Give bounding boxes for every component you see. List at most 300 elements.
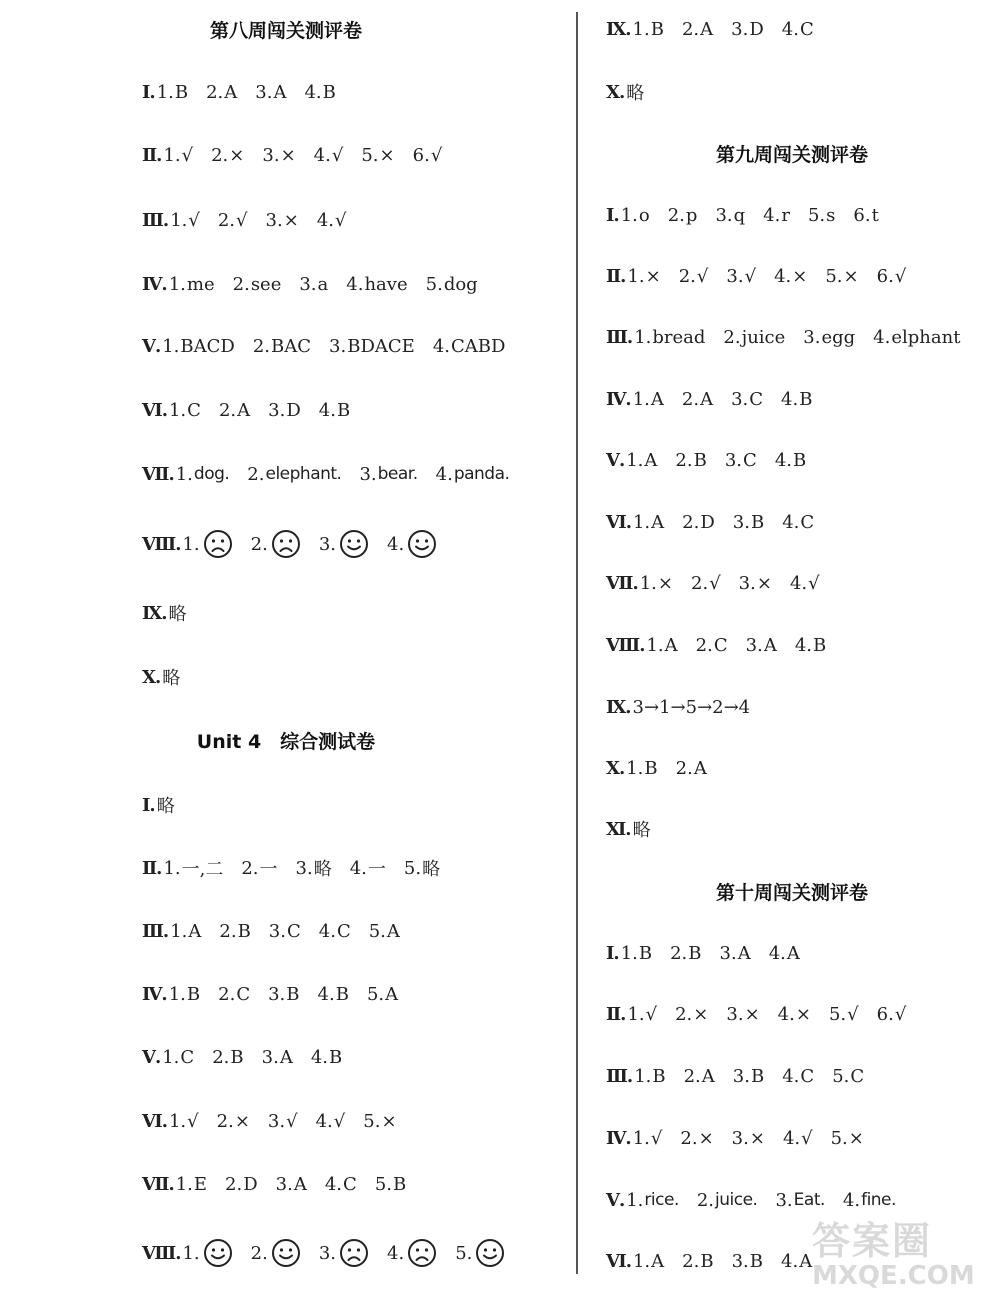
answer-item: [726, 266, 756, 287]
item-number: 4.: [774, 265, 792, 287]
item-answer: C: [187, 399, 201, 421]
item-number: 1.: [175, 463, 193, 485]
item-answer: B: [237, 920, 251, 942]
item-number: 4.: [873, 326, 891, 348]
answer-item: [359, 464, 417, 485]
item-answer: B: [799, 388, 813, 410]
answer-item: [311, 1047, 342, 1068]
item-number: 2.: [723, 326, 741, 348]
item-answer: elphant: [891, 326, 961, 348]
item-answer: juice.: [715, 1190, 758, 1210]
item-answer: √: [696, 265, 709, 287]
item-answer: B: [186, 983, 201, 1005]
sad-face-icon: [271, 529, 301, 559]
item-answer: ×: [698, 1127, 714, 1149]
item-number: 2.: [216, 1110, 234, 1132]
item-answer: BAC: [271, 335, 312, 357]
answer-item: [633, 512, 664, 533]
section-title-unit4: Unit 4 综合测试卷: [196, 731, 376, 753]
answer-item: [262, 1047, 293, 1068]
item-number: 4.: [318, 920, 336, 942]
question-numeral: Ⅸ.: [606, 18, 631, 40]
item-answer: ×: [229, 144, 245, 166]
item-number: 5.: [403, 857, 422, 879]
item-answer: B: [335, 983, 349, 1005]
answer-item: [206, 82, 237, 103]
item-number: 1.: [632, 1250, 651, 1272]
item-answer: ×: [234, 1110, 250, 1132]
item-number: 3.: [719, 942, 737, 964]
question-numeral: Ⅳ.: [142, 273, 167, 295]
question-numeral: Ⅰ.: [606, 942, 619, 964]
answer-row: [142, 457, 527, 491]
answer-item: [633, 389, 664, 410]
answer-item: [346, 274, 407, 295]
item-number: 2.: [678, 265, 696, 287]
question-numeral: Ⅹ.: [606, 81, 625, 103]
question-numeral: Ⅲ.: [606, 326, 633, 348]
answer-item: [367, 984, 398, 1005]
answer-item: [251, 529, 301, 559]
item-answer: D: [700, 511, 715, 533]
item-answer: B: [693, 449, 707, 471]
answer-item: [634, 327, 705, 348]
watermark-logo: [812, 1210, 998, 1300]
item-answer: C: [743, 449, 757, 471]
item-answer: B: [286, 983, 300, 1005]
item-number: 1.: [168, 983, 186, 1005]
answer-item: [176, 1174, 207, 1195]
item-answer: B: [700, 1250, 714, 1272]
item-number: 2.: [218, 399, 237, 421]
item-number: 5.: [830, 1127, 848, 1149]
answer-row: [606, 12, 832, 46]
item-number: 2.: [232, 273, 250, 295]
item-number: 5.: [363, 1110, 381, 1132]
item-answer: √: [744, 265, 757, 287]
answer-item: [646, 635, 677, 656]
answer-item: [682, 389, 713, 410]
answer-item: [720, 943, 751, 964]
answer-item: [266, 210, 299, 231]
answer-item: [778, 1004, 811, 1025]
item-number: 2.: [225, 1173, 243, 1195]
item-answer: bear.: [377, 464, 418, 484]
question-numeral: Ⅲ.: [606, 1065, 633, 1087]
item-number: 4.: [313, 144, 331, 166]
answer-row: [606, 259, 924, 293]
item-answer: ×: [792, 265, 808, 287]
question-numeral: Ⅴ.: [142, 335, 161, 357]
item-number: 2.: [691, 572, 709, 594]
item-answer: ×: [795, 1003, 811, 1025]
item-number: 1.: [632, 388, 650, 410]
answer-item: [633, 19, 664, 40]
answer-item: [268, 400, 301, 421]
item-number: 2.: [206, 81, 224, 103]
item-answer: t: [871, 204, 879, 226]
item-number: 2.: [218, 983, 236, 1005]
item-answer: CABD: [451, 335, 506, 357]
item-answer: √: [188, 209, 200, 231]
item-answer: A: [737, 942, 751, 964]
item-number: 2.: [217, 209, 236, 231]
answer-item: [781, 1251, 812, 1272]
item-number: 4.: [324, 1173, 343, 1195]
answer-item: [682, 1251, 713, 1272]
answer-item: [325, 1174, 357, 1195]
answer-item: [739, 573, 772, 594]
answer-item: [361, 145, 394, 166]
item-answer: A: [664, 634, 678, 656]
item-answer: A: [650, 388, 664, 410]
answer-item: [774, 266, 807, 287]
answer-row: [606, 1244, 830, 1278]
item-number: 3.: [255, 81, 273, 103]
answer-row: [142, 75, 354, 109]
item-number: 4.: [432, 335, 450, 357]
answer-row: [606, 75, 644, 109]
item-number: 4.: [782, 1127, 801, 1149]
item-number: 1.: [632, 1127, 650, 1149]
section-title-week8: 第八周闯关测评卷: [209, 20, 362, 42]
item-number: 1.: [163, 144, 181, 166]
item-number: 4.: [782, 511, 800, 533]
item-answer: egg: [821, 326, 856, 348]
item-answer: ×: [645, 265, 661, 287]
item-number: 1.: [627, 1003, 645, 1025]
item-number: 4.: [387, 533, 405, 555]
section-title-week10: 第十周闯关测评卷: [715, 882, 868, 904]
answer-item: [832, 1066, 864, 1087]
answer-item: [413, 145, 443, 166]
answer-text: 略: [626, 83, 645, 104]
answer-item: [319, 529, 369, 559]
item-answer: fine.: [861, 1190, 896, 1210]
item-number: 3.: [268, 399, 286, 421]
item-number: 2.: [682, 511, 700, 533]
item-answer: B: [749, 1250, 763, 1272]
item-answer: bread: [652, 326, 706, 348]
answer-row: [142, 527, 455, 561]
answer-item: [691, 573, 721, 594]
item-number: 4.: [842, 1189, 861, 1211]
item-number: 1.: [168, 1110, 187, 1132]
item-answer: juice: [741, 326, 786, 348]
answer-item: [684, 1066, 715, 1087]
item-number: 1.: [627, 265, 645, 287]
item-answer: ×: [749, 1127, 765, 1149]
item-answer: have: [364, 273, 408, 295]
answer-row: [606, 690, 750, 724]
question-numeral: Ⅱ.: [606, 265, 626, 287]
item-answer: ×: [280, 144, 296, 166]
answer-row: [606, 751, 725, 785]
answer-item: [319, 1238, 369, 1268]
item-answer: B: [329, 1046, 343, 1068]
item-number: 1.: [634, 1065, 652, 1087]
question-numeral: Ⅵ.: [142, 1110, 167, 1132]
item-number: 4.: [387, 1242, 405, 1264]
item-answer: panda.: [453, 464, 510, 484]
answer-item: [316, 1111, 346, 1132]
answer-row: [606, 1121, 882, 1155]
answer-item: [455, 1238, 505, 1268]
answer-item: [387, 1238, 437, 1268]
answer-item: [733, 512, 764, 533]
item-number: 2.: [695, 634, 713, 656]
item-answer: C: [800, 511, 815, 533]
item-answer: ×: [379, 144, 395, 166]
item-answer: A: [188, 920, 202, 942]
item-number: 2.: [682, 1250, 700, 1272]
item-number: 3.: [731, 1127, 749, 1149]
item-answer: dog: [443, 273, 478, 295]
item-number: 1.: [168, 399, 187, 421]
item-number: 5.: [368, 920, 386, 942]
question-numeral: Ⅺ.: [606, 818, 631, 840]
item-answer: A: [279, 1046, 293, 1068]
item-answer: B: [650, 18, 664, 40]
answer-item: [783, 1128, 813, 1149]
item-number: 2.: [681, 388, 700, 410]
item-answer: √: [187, 1110, 199, 1132]
answer-item: [627, 266, 660, 287]
answer-item: [680, 1128, 713, 1149]
item-answer: C: [749, 388, 764, 410]
item-answer: D: [286, 399, 301, 421]
item-answer: BACD: [180, 335, 235, 357]
item-answer: A: [273, 81, 287, 103]
answer-row: [606, 198, 897, 232]
item-number: 2.: [680, 1127, 698, 1149]
item-answer: D: [243, 1173, 258, 1195]
item-number: 3.: [738, 572, 756, 594]
answer-item: [169, 274, 215, 295]
item-answer: B: [322, 81, 336, 103]
answer-item: [169, 984, 200, 1005]
answer-item: [404, 855, 440, 881]
item-answer: B: [393, 1173, 407, 1195]
answer-row: [606, 443, 824, 477]
question-numeral: Ⅷ.: [142, 1242, 181, 1264]
answer-item: [621, 205, 650, 226]
item-answer: C: [800, 1065, 815, 1087]
question-numeral: Ⅹ.: [606, 757, 625, 779]
answer-item: [276, 1174, 307, 1195]
item-answer: A: [644, 449, 658, 471]
item-number: 4.: [777, 1003, 795, 1025]
item-number: 3.: [726, 265, 744, 287]
watermark-title: 答案圈: [812, 1219, 933, 1263]
item-answer: √: [331, 144, 344, 166]
answer-item: [746, 635, 777, 656]
item-answer: B: [813, 634, 827, 656]
answer-item: [731, 19, 764, 40]
item-number: 2.: [212, 1046, 230, 1068]
answer-item: [843, 1190, 896, 1211]
item-answer: √: [430, 144, 443, 166]
answer-item: [697, 1190, 758, 1211]
answer-item: [715, 205, 745, 226]
question-numeral: Ⅳ.: [142, 983, 167, 1005]
question-numeral: Ⅰ.: [142, 794, 155, 816]
answer-item: [696, 635, 728, 656]
answer-item: [782, 1066, 814, 1087]
item-number: 3.: [726, 1003, 744, 1025]
answer-item: [782, 19, 814, 40]
item-number: 3.: [299, 273, 317, 295]
item-answer: ×: [756, 572, 772, 594]
item-answer: A: [293, 1173, 307, 1195]
item-number: 1.: [170, 920, 188, 942]
answer-item: [304, 82, 335, 103]
item-answer: ×: [381, 1110, 397, 1132]
answer-item: [217, 1111, 250, 1132]
item-number: 3.: [724, 449, 743, 471]
item-number: 1.: [639, 572, 657, 594]
item-answer: 略: [313, 859, 332, 880]
item-answer: elephant.: [265, 464, 342, 484]
answer-item: [675, 1004, 708, 1025]
item-number: 2.: [675, 757, 693, 779]
item-answer: √: [333, 1110, 346, 1132]
item-number: 2.: [683, 1065, 701, 1087]
item-number: 4.: [346, 273, 364, 295]
answer-item: [633, 1128, 663, 1149]
item-number: 3.: [732, 1065, 750, 1087]
item-number: 1.: [175, 1173, 193, 1195]
answer-item: [296, 855, 332, 881]
question-numeral: Ⅸ.: [606, 696, 631, 718]
answer-row: [142, 138, 460, 172]
item-answer: ×: [848, 1127, 864, 1149]
answer-item: [621, 943, 652, 964]
item-number: 4.: [789, 572, 808, 594]
item-number: 1.: [646, 634, 664, 656]
item-number: 1.: [156, 81, 174, 103]
item-answer: A: [224, 81, 238, 103]
item-answer: √: [286, 1110, 298, 1132]
answer-item: [319, 921, 351, 942]
answer-item: [170, 210, 200, 231]
item-answer: D: [749, 18, 764, 40]
item-answer: √: [335, 209, 347, 231]
item-answer: √: [894, 1003, 907, 1025]
item-answer: ×: [283, 209, 299, 231]
answer-row: [142, 393, 368, 427]
answer-item: [247, 464, 341, 485]
item-answer: rice.: [644, 1190, 679, 1210]
item-number: 2.: [675, 449, 693, 471]
item-answer: √: [808, 572, 820, 594]
answer-text: 略: [632, 820, 651, 841]
item-number: 4.: [317, 983, 335, 1005]
question-numeral: Ⅵ.: [142, 399, 167, 421]
item-number: 5.: [832, 1065, 850, 1087]
item-number: 3.: [268, 983, 286, 1005]
answer-item: [790, 573, 820, 594]
answer-item: [157, 82, 188, 103]
item-number: 4.: [774, 449, 792, 471]
answer-item: [163, 145, 193, 166]
item-number: 2.: [670, 942, 688, 964]
answer-item: [169, 1111, 199, 1132]
answer-row: [142, 851, 458, 885]
smiley-face-icon: [475, 1238, 505, 1268]
answer-item: [318, 984, 349, 1005]
item-answer: C: [286, 920, 301, 942]
item-number: 4.: [318, 399, 336, 421]
item-number: 1.: [626, 449, 644, 471]
item-answer: r: [781, 204, 790, 226]
item-answer: p: [685, 204, 698, 226]
item-number: 2.: [219, 920, 237, 942]
item-answer: a: [317, 273, 329, 295]
question-numeral: Ⅱ.: [606, 1003, 626, 1025]
question-numeral: Ⅴ.: [606, 1189, 625, 1211]
smiley-face-icon: [203, 1238, 233, 1268]
item-number: 3.: [732, 511, 750, 533]
answer-item: [212, 1047, 243, 1068]
answer-item: [831, 1128, 864, 1149]
answer-row: [142, 914, 418, 948]
smiley-face-icon: [271, 1238, 301, 1268]
answer-row: [142, 267, 496, 301]
answer-item: [241, 855, 277, 881]
answer-item: [219, 921, 250, 942]
answer-row: [606, 812, 651, 846]
item-number: 1.: [170, 209, 188, 231]
item-answer: B: [644, 757, 658, 779]
question-numeral: Ⅸ.: [142, 602, 167, 624]
answer-item: [808, 205, 835, 226]
answer-item: [163, 855, 223, 881]
item-number: 4.: [435, 463, 453, 485]
item-answer: √: [645, 1003, 658, 1025]
answer-item: [233, 274, 282, 295]
answer-item: [169, 400, 201, 421]
item-answer: Eat.: [793, 1190, 825, 1210]
answer-item: [363, 1111, 396, 1132]
answer-item: [162, 336, 235, 357]
question-numeral: Ⅰ.: [606, 204, 619, 226]
item-number: 1.: [620, 942, 638, 964]
item-number: 4.: [763, 204, 781, 226]
column-divider: [576, 12, 578, 1274]
item-number: 5.: [366, 983, 385, 1005]
answer-item: [626, 758, 657, 779]
answer-item: [262, 145, 295, 166]
item-number: 3.: [731, 18, 749, 40]
item-number: 1.: [620, 204, 638, 226]
item-number: 4.: [781, 1250, 799, 1272]
item-number: 3.: [329, 335, 347, 357]
item-answer: dog.: [193, 464, 230, 484]
answer-item: [795, 635, 826, 656]
answer-item: [682, 512, 715, 533]
question-numeral: Ⅴ.: [142, 1046, 161, 1068]
question-numeral: Ⅷ.: [606, 634, 645, 656]
item-number: 4.: [304, 81, 322, 103]
item-number: 5.: [455, 1242, 473, 1264]
answer-item: [182, 1238, 232, 1268]
answer-item: [387, 529, 437, 559]
item-answer: ×: [744, 1003, 760, 1025]
item-number: 2.: [252, 335, 271, 357]
item-number: 4.: [781, 18, 799, 40]
item-number: 2.: [667, 204, 685, 226]
